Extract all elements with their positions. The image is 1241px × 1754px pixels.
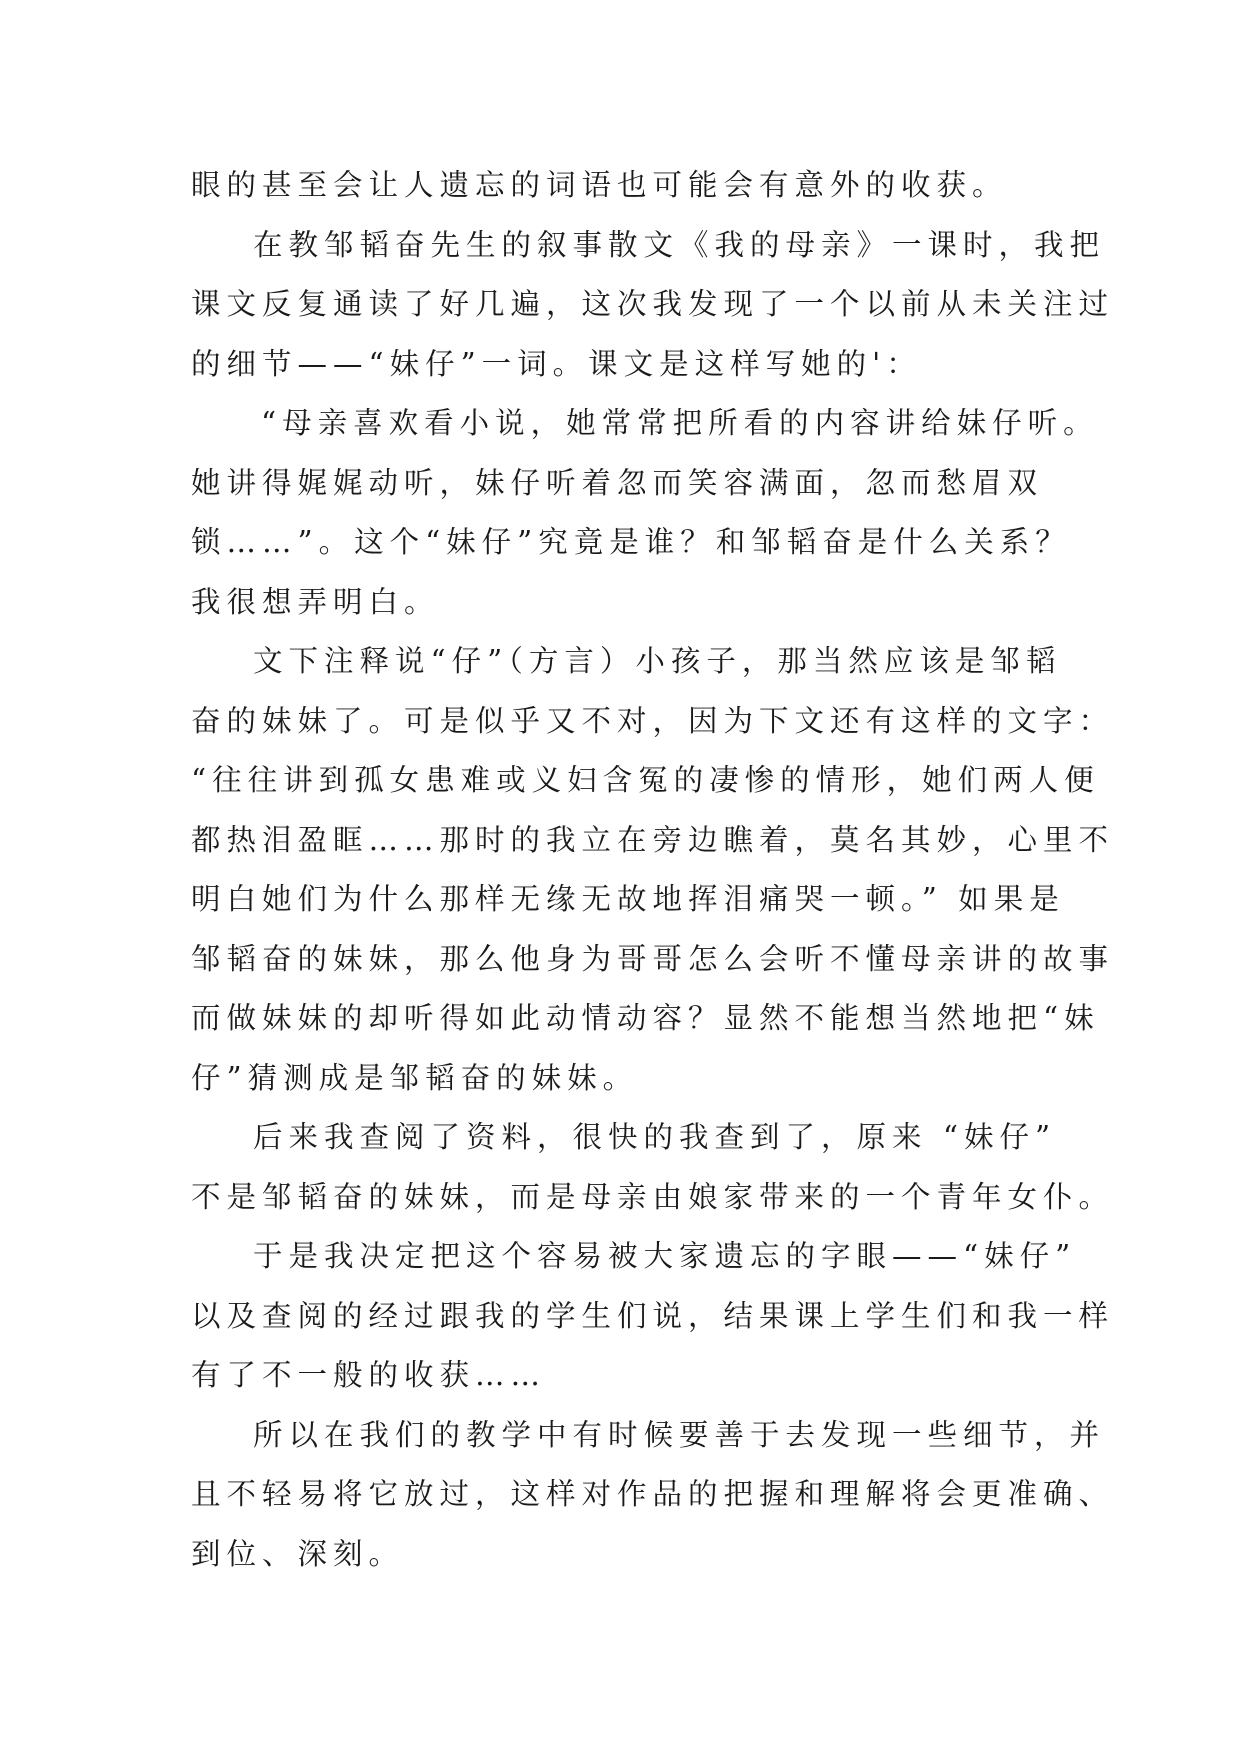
body-text bbox=[191, 156, 1115, 1584]
text-line: 在教邹韬奋先生的叙事散文《我的母亲》一课时，我把 bbox=[253, 227, 1106, 262]
text-line: 课文反复通读了好几遍，这次我发现了一个以前从未关注过 bbox=[191, 287, 1115, 321]
text-line: 都热泪盈眶……那时的我立在旁边瞧着，莫名其妙，心里不 bbox=[191, 822, 1115, 857]
text-line: 所以在我们的教学中有时候要善于去发现一些细节，并 bbox=[253, 1417, 1106, 1452]
text-line: 邹韬奋的妹妹，那么他身为哥哥怎么会听不懂母亲讲的故事 bbox=[191, 941, 1115, 976]
text-line: 的细节——“妹仔”一词。课文是这样写她的'： bbox=[191, 346, 922, 381]
text-line: 我很想弄明白。 bbox=[191, 584, 440, 619]
text-line: 文下注释说“仔”（方言）小孩子，那当然应该是邹韬 bbox=[253, 644, 1062, 678]
text-line: 而做妹妹的却听得如此动情动容？显然不能想当然地把“妹 bbox=[191, 1001, 1100, 1035]
text-line: 眼的甚至会让人遗忘的词语也可能会有意外的收获。 bbox=[191, 168, 1008, 202]
text-line: 以及查阅的经过跟我的学生们说，结果课上学生们和我一样 bbox=[191, 1298, 1115, 1333]
text-line: “母亲喜欢看小说，她常常把所看的内容讲给妹仔听。 bbox=[261, 406, 1099, 440]
text-line: 到位、深刻。 bbox=[191, 1536, 405, 1571]
text-line: 明白她们为什么那样无缘无故地挥泪痛哭一顿。” 如果是 bbox=[191, 882, 1065, 916]
text-line: 且不轻易将它放过，这样对作品的把握和理解将会更准确、 bbox=[191, 1477, 1115, 1511]
text-line: 锁……”。这个“妹仔”究竟是谁？和邹韬奋是什么关系？ bbox=[191, 525, 1071, 559]
text-line: 她讲得娓娓动听，妹仔听着忽而笑容满面，忽而愁眉双 bbox=[191, 465, 1044, 500]
text-line: 不是邹韬奋的妹妹，而是母亲由娘家带来的一个青年女仆。 bbox=[191, 1179, 1115, 1214]
text-line: “往往讲到孤女患难或义妇含冤的凄惨的情形，她们两人便 bbox=[191, 763, 1100, 797]
text-line: 后来我查阅了资料，很快的我查到了，原来 “妹仔” bbox=[253, 1120, 1057, 1154]
text-line: 有了不一般的收获…… bbox=[191, 1358, 547, 1392]
text-line: 仔”猜测成是邹韬奋的妹妹。 bbox=[191, 1060, 639, 1095]
text-line: 于是我决定把这个容易被大家遗忘的字眼——“妹仔” bbox=[253, 1239, 1077, 1273]
text-line: 奋的妹妹了。可是似乎又不对，因为下文还有这样的文字： bbox=[191, 703, 1115, 738]
